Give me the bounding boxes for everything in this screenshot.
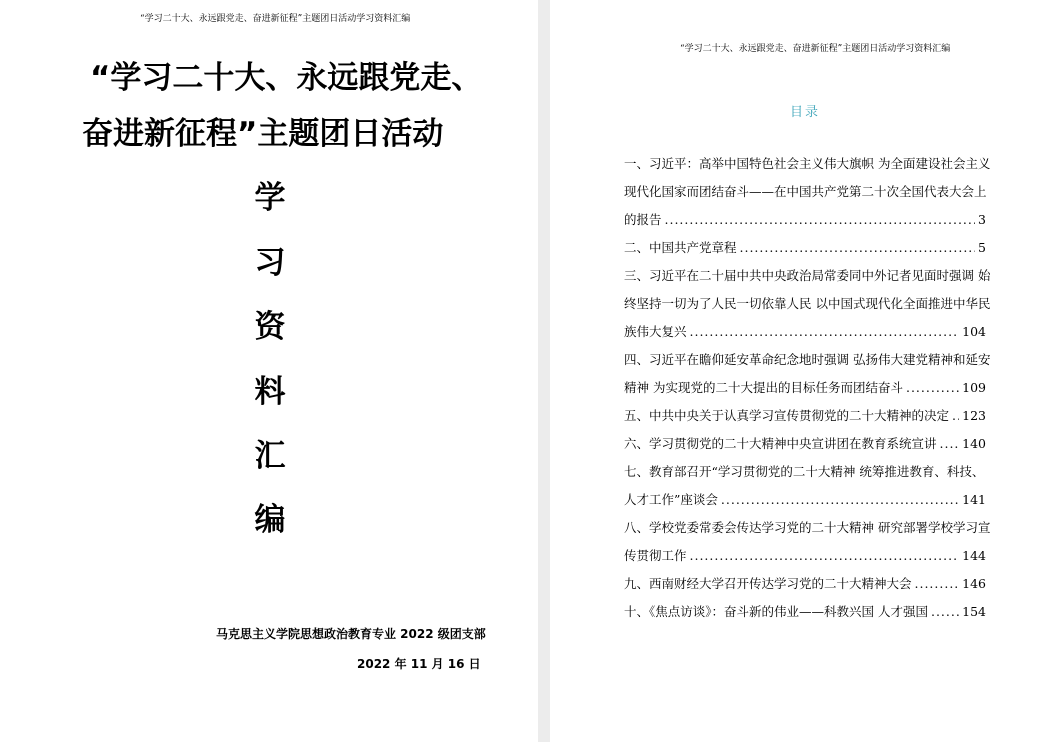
toc-entry-text: 一、习近平：高举中国特色社会主义伟大旗帜 为全面建设社会主义 <box>624 156 991 171</box>
toc-page-number: 109 <box>962 380 986 395</box>
toc-entry-text: 传贯彻工作 <box>624 548 687 563</box>
toc-entry-text: 二、中国共产党章程 <box>624 240 737 255</box>
toc-entry[interactable] <box>624 458 986 514</box>
toc-entry[interactable] <box>624 514 991 570</box>
toc-page-number: 5 <box>978 240 986 255</box>
toc-page-number: 3 <box>978 212 986 227</box>
toc-entry-text: 现代化国家而团结奋斗——在中国共产党第二十次全国代表大会上 <box>624 184 987 199</box>
vertical-title-char: 学 <box>254 180 286 216</box>
toc-entry-text: 终坚持一切为了人民一切依靠人民 以中国式现代化全面推进中华民 <box>624 296 991 311</box>
toc-entry-text: 十、《焦点访谈》：奋斗新的伟业——科教兴国 人才强国 <box>624 604 928 619</box>
toc-entry-last-line <box>624 598 986 626</box>
toc-entry[interactable] <box>624 346 991 402</box>
toc-entry-last-line <box>624 430 986 458</box>
toc-dot-leader <box>690 318 960 346</box>
toc-page-number: 140 <box>962 436 986 451</box>
toc-entry[interactable] <box>624 430 986 458</box>
toc-entry-text: 九、西南财经大学召开传达学习党的二十大精神大会 <box>624 576 912 591</box>
toc-page-number: 154 <box>962 604 986 619</box>
toc-entry-text: 精神 为实现党的二十大提出的目标任务而团结奋斗 <box>624 380 903 395</box>
toc-dot-leader <box>931 598 959 626</box>
toc-entry[interactable] <box>624 598 986 626</box>
toc-page-number: 144 <box>962 548 986 563</box>
page-header: “学习二十大、永远跟党走、奋进新征程”主题团日活动学习资料汇编 <box>140 14 411 24</box>
toc-entry-text: 的报告 <box>624 212 662 227</box>
toc-entry[interactable] <box>624 150 991 234</box>
cover-date: 2022 年 11 月 16 日 <box>357 657 481 671</box>
toc-entry-text: 六、学习贯彻党的二十大精神中央宣讲团在教育系统宣讲 <box>624 436 937 451</box>
toc-entry[interactable] <box>624 262 991 346</box>
toc-entry-last-line <box>624 318 986 346</box>
toc-page-number: 141 <box>962 492 986 507</box>
toc-title: 目录 <box>789 105 820 120</box>
vertical-title-char: 料 <box>254 374 286 410</box>
toc-dot-leader <box>740 234 976 262</box>
toc-dot-leader <box>915 570 960 598</box>
cover-title-line-2: 奋进新征程”主题团日活动 <box>82 116 444 152</box>
toc-page-number: 146 <box>962 576 986 591</box>
toc-page <box>550 0 1040 742</box>
toc-entry-text: 四、习近平在瞻仰延安革命纪念地时强调 弘扬伟大建党精神和延安 <box>624 352 991 367</box>
toc-entry-last-line <box>624 542 986 570</box>
toc-entry-last-line <box>624 570 986 598</box>
toc-dot-leader <box>906 374 959 402</box>
vertical-title-char: 资 <box>254 309 286 345</box>
toc-page-number: 104 <box>962 324 986 339</box>
toc-entry-text: 人才工作”座谈会 <box>624 492 718 507</box>
toc-dot-leader <box>690 542 960 570</box>
toc-entry-last-line <box>624 206 986 234</box>
toc-entry-text: 三、习近平在二十届中共中央政治局常委同中外记者见面时强调 始 <box>624 268 991 283</box>
toc-entry-text: 八、学校党委常委会传达学习党的二十大精神 研究部署学校学习宣 <box>624 520 991 535</box>
toc-dot-leader <box>952 402 959 430</box>
toc-dot-leader <box>665 206 976 234</box>
toc-entry-last-line <box>624 234 986 262</box>
cover-title-line-1: “学习二十大、永远跟党走、 <box>90 60 483 96</box>
toc-dot-leader <box>940 430 960 458</box>
toc-dot-leader <box>721 486 959 514</box>
table-of-contents <box>624 150 991 626</box>
toc-entry-last-line <box>624 374 986 402</box>
vertical-title-char: 习 <box>254 245 286 281</box>
toc-entry[interactable] <box>624 570 986 598</box>
page-header: “学习二十大、永远跟党走、奋进新征程”主题团日活动学习资料汇编 <box>680 44 951 54</box>
toc-entry[interactable] <box>624 234 986 262</box>
toc-entry[interactable] <box>624 402 986 430</box>
vertical-title-char: 编 <box>254 502 286 538</box>
organization-name: 马克思主义学院思想政治教育专业 2022 级团支部 <box>216 627 486 641</box>
toc-entry-text: 五、中共中央关于认真学习宣传贯彻党的二十大精神的决定 <box>624 408 950 423</box>
toc-page-number: 123 <box>962 408 986 423</box>
toc-entry-last-line <box>624 402 986 430</box>
vertical-title-char: 汇 <box>254 438 286 474</box>
toc-entry-text: 族伟大复兴 <box>624 324 687 339</box>
toc-entry-text: 七、教育部召开“学习贯彻党的二十大精神 统筹推进教育、科技、 <box>624 464 985 479</box>
toc-entry-last-line <box>624 486 986 514</box>
